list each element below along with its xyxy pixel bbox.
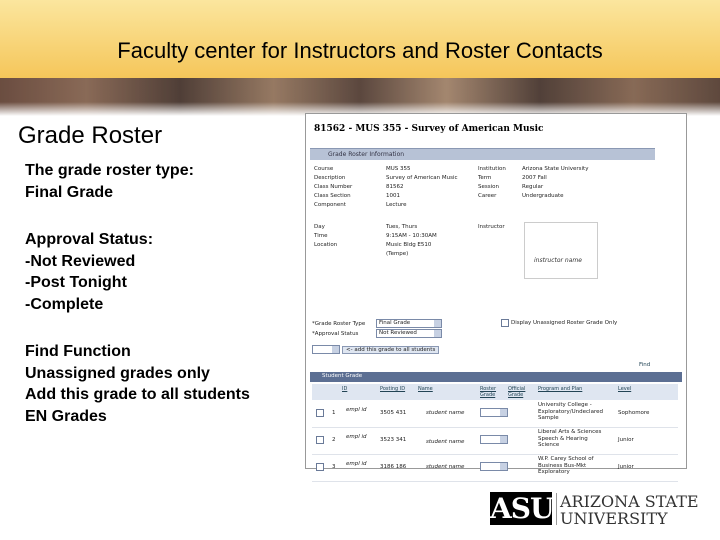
roster-type-value: Final Grade [25, 183, 114, 201]
roster-type-line: The grade roster type: [25, 162, 194, 179]
day-label: Day [314, 224, 325, 230]
row-roster-grade-select[interactable] [480, 435, 508, 444]
row-program-plan: W.P. Carey School of Business Bus-Mkt Exploratory [538, 456, 594, 475]
find-heading: Find Function [25, 343, 131, 360]
approval-status-label: *Approval Status [312, 331, 359, 337]
approval-item: -Post Tonight [25, 274, 127, 291]
class-number-label: Class Number [314, 184, 353, 190]
unassigned-only-label: Display Unassigned Roster Grade Only [511, 320, 618, 326]
course-value: MUS 355 [386, 166, 411, 172]
row-number: 2 [332, 437, 336, 443]
row-posting-id: 3523 341 [380, 437, 407, 443]
row-level: Junior [618, 437, 634, 443]
instructor-label: Instructor [478, 224, 505, 230]
row-empl-id: empl id [346, 434, 367, 440]
col-official-grade[interactable]: Official Grade [508, 386, 526, 398]
row-empl-id: empl id [346, 461, 367, 467]
find-item: EN Grades [25, 407, 107, 425]
institution-value: Arizona State University [522, 166, 589, 172]
component-label: Component [314, 202, 346, 208]
row-checkbox[interactable] [316, 463, 324, 471]
course-title: 81562 - MUS 355 - Survey of American Music [314, 124, 544, 134]
approval-item: -Not Reviewed [25, 252, 136, 270]
roster-type-label: *Grade Roster Type [312, 321, 366, 327]
row-student-name: student name [426, 464, 465, 470]
col-name[interactable]: Name [418, 386, 433, 392]
term-label: Term [478, 175, 492, 181]
class-section-label: Class Section [314, 193, 351, 199]
row-level: Sophomore [618, 410, 650, 416]
logo-divider [556, 493, 557, 525]
unassigned-only-checkbox[interactable] [501, 319, 509, 327]
row-posting-id: 3505 431 [380, 410, 407, 416]
career-value: Undergraduate [522, 193, 564, 199]
roster-type-select[interactable] [376, 319, 442, 328]
description-value: Survey of American Music [386, 175, 458, 181]
approval-status-select-value: Not Reviewed [379, 330, 417, 336]
campus-value: (Tempe) [386, 251, 409, 257]
row-number: 1 [332, 410, 336, 416]
time-value: 9:15AM - 10:30AM [386, 233, 437, 239]
course-label: Course [314, 166, 334, 172]
location-label: Location [314, 242, 338, 248]
row-posting-id: 3186 186 [380, 464, 407, 470]
col-id[interactable]: ID [342, 386, 348, 392]
section-bar-label: Grade Roster Information [328, 151, 405, 158]
row-student-name: student name [426, 410, 465, 416]
table-row [312, 401, 678, 428]
row-program-plan: University College - Exploratory/Undeclared Sample [538, 402, 603, 421]
asu-mark: ASU [490, 492, 554, 525]
student-grade-tab[interactable]: Student Grade [322, 373, 363, 379]
title-banner [0, 0, 720, 78]
institution-label: Institution [478, 166, 506, 172]
asu-logo [490, 490, 705, 528]
time-label: Time [314, 233, 328, 239]
instructor-photo [524, 222, 598, 279]
table-row [312, 428, 678, 455]
add-grade-button[interactable]: <- add this grade to all students [342, 346, 439, 354]
instructor-name: instructor name [534, 257, 582, 264]
term-value: 2007 Fall [522, 175, 547, 181]
approval-item: -Complete [25, 295, 104, 313]
approval-status-select[interactable] [376, 329, 442, 338]
section-bar [310, 148, 655, 160]
row-number: 3 [332, 464, 336, 470]
find-item: Add this grade to all students [25, 386, 250, 403]
row-empl-id: empl id [346, 407, 367, 413]
row-program-plan: Liberal Arts & Sciences Speech & Hearing Science [538, 429, 602, 448]
component-value: Lecture [386, 202, 407, 208]
logo-line-1: ARIZONA STATE [560, 492, 699, 511]
roster-table-header [312, 384, 678, 400]
roster-type-select-value: Final Grade [379, 320, 411, 326]
find-link[interactable]: Find [639, 362, 651, 368]
row-roster-grade-select[interactable] [480, 408, 508, 417]
class-section-value: 1001 [386, 193, 400, 199]
slide-text [18, 122, 298, 427]
col-roster-grade[interactable]: Roster Grade [480, 386, 497, 398]
logo-line-2: UNIVERSITY [560, 509, 668, 528]
description-label: Description [314, 175, 346, 181]
approval-heading: Approval Status: [25, 231, 154, 248]
student-grade-tab-bar [310, 372, 682, 382]
campus-photo-strip [0, 78, 720, 116]
session-value: Regular [522, 184, 544, 190]
row-checkbox[interactable] [316, 436, 324, 444]
slide-heading: Grade Roster [18, 122, 163, 149]
class-number-value: 81562 [386, 184, 404, 190]
row-checkbox[interactable] [316, 409, 324, 417]
find-item: Unassigned grades only [25, 364, 210, 382]
career-label: Career [478, 193, 497, 199]
col-level[interactable]: Level [618, 386, 632, 392]
bulk-grade-select[interactable] [312, 345, 340, 354]
table-row [312, 455, 678, 482]
location-value: Music Bldg E510 [386, 242, 432, 248]
slide-title: Faculty center for Instructors and Roster Contacts [117, 38, 603, 63]
day-value: Tues, Thurs [386, 224, 418, 230]
session-label: Session [478, 184, 499, 190]
row-level: Junior [618, 464, 634, 470]
grade-roster-screenshot [305, 113, 687, 475]
row-roster-grade-select[interactable] [480, 462, 508, 471]
col-posting-id[interactable]: Posting ID [380, 386, 406, 392]
col-program-plan[interactable]: Program and Plan [538, 386, 583, 392]
row-student-name: student name [426, 439, 465, 445]
